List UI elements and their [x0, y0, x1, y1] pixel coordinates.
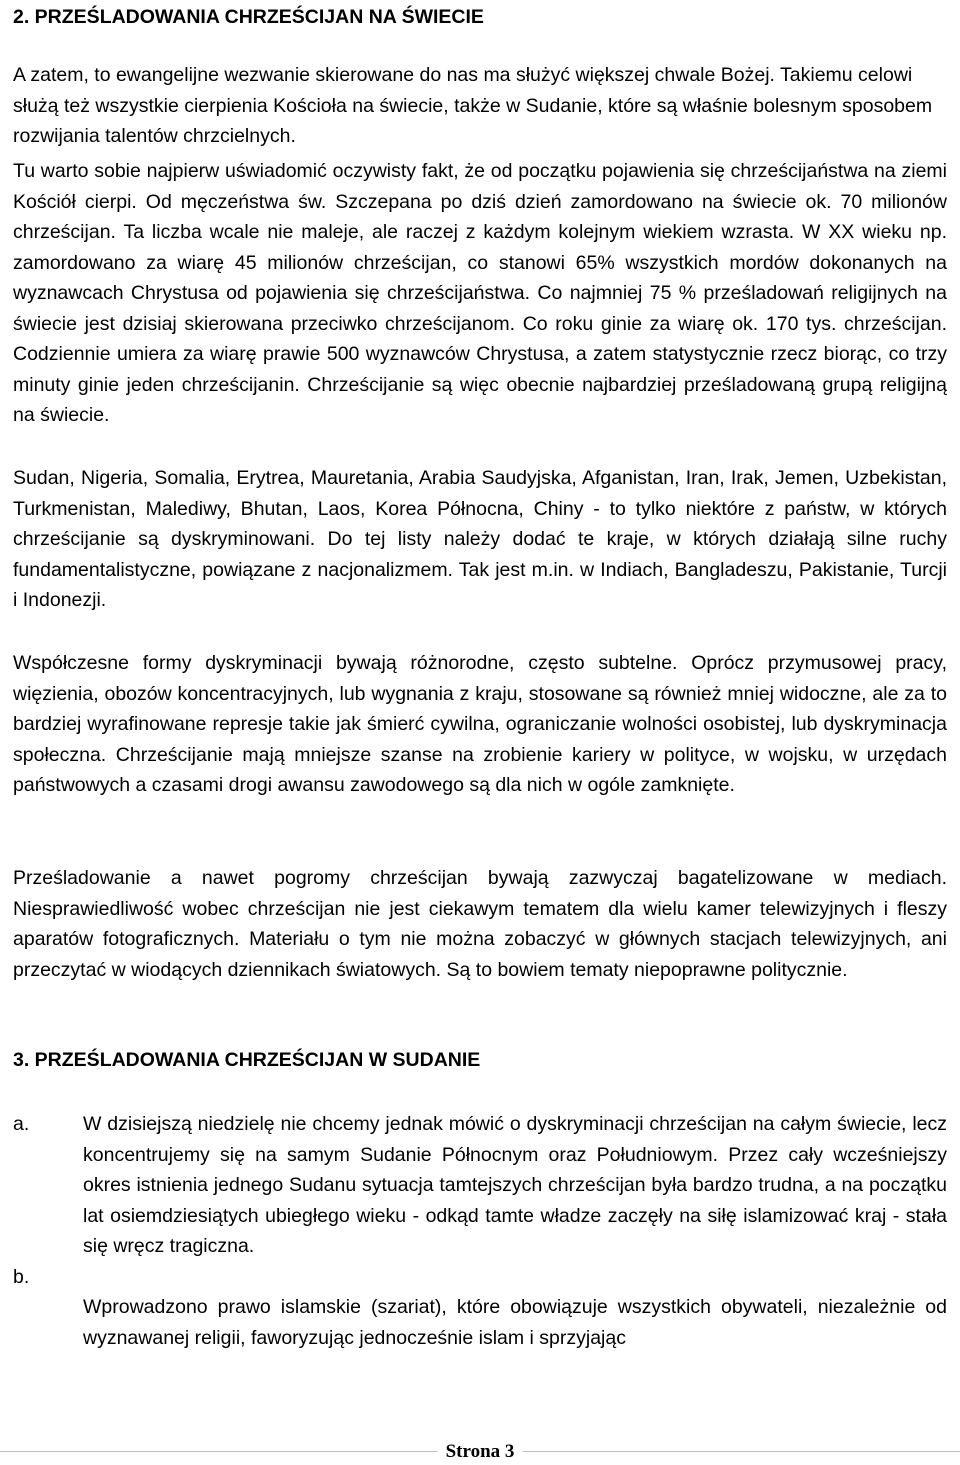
- paragraph: A zatem, to ewangelijne wezwanie skierowane do nas ma służyć większej chwale Bożej. Takiemu celowi służą też wszystkie cierpienia Kościoła na świecie, także w Sudanie, które są właśnie bolesnym sposobem rozwijania talentów chrzcielnych.: [13, 64, 933, 147]
- paragraph: Sudan, Nigeria, Somalia, Erytrea, Mauretania, Arabia Saudyjska, Afganistan, Iran, Irak, Jemen, Uzbekistan, Turkmenistan, Malediwy, Bhutan, Laos, Korea Północna, Chiny - to tylko niektóre z państw, w których chrześcijanie są dyskryminowani. Do tej listy należy dodać te kraje, w których działają silne ruchy fundamentalistyczne, powiązane z nacjonalizmem. Tak jest m.in. w Indiach, Bangladeszu, Pakistanie, Turcji i Indonezji.: [13, 467, 947, 611]
- page-footer: [0, 1440, 960, 1465]
- list-marker: a.: [13, 1113, 30, 1135]
- list-item: [13, 1109, 947, 1262]
- list-marker: b.: [13, 1265, 30, 1288]
- section-heading: 2. PRZEŚLADOWANIA CHRZEŚCIJAN NA ŚWIECIE: [13, 6, 484, 28]
- paragraph: Tu warto sobie najpierw uświadomić oczywisty fakt, że od początku pojawienia się chrześcijaństwa na ziemi Kościół cierpi. Od męczeństwa św. Szczepana po dziś dzień zamordowano na świecie ok. 70 milionów chrześcijan. Ta liczba wcale nie maleje, ale raczej z każdym kolejnym wiekiem wzrasta. W XX wieku np. zamordowano za wiarę 45 milionów chrześcijan, co stanowi 65% wszystkich mordów dokonanych na wyznawcach Chrystusa od pojawienia się chrześcijaństwa. Co najmniej 75 % prześladowań religijnych na świecie jest dzisiaj skierowana przeciwko chrześcijanom. Co roku ginie za wiarę ok. 170 tys. chrześcijan. Codziennie umiera za wiarę prawie 500 wyznawców Chrystusa, a zatem statystycznie rzecz biorąc, co trzy minuty ginie jeden chrześcijanin. Chrześcijanie są więc obecnie najbardziej prześladowaną grupą religijną na świecie.: [13, 160, 947, 426]
- list-item: [13, 1262, 947, 1354]
- ordered-list: [13, 1109, 947, 1353]
- page-number: Strona 3: [438, 1440, 523, 1464]
- paragraph: Prześladowanie a nawet pogromy chrześcijan bywają zazwyczaj bagatelizowane w mediach. Niesprawiedliwość wobec chrześcijan nie jest ciekawym tematem dla wielu kamer telewizyjnych i fleszy aparatów fotograficznych. Materiału o tym nie można zobaczyć w głównych stacjach telewizyjnych, ani przeczytać w wiodących dziennikach światowych. Są to bowiem tematy niepoprawne politycznie.: [13, 867, 947, 981]
- section-heading: 3. PRZEŚLADOWANIA CHRZEŚCIJAN W SUDANIE: [13, 1049, 481, 1071]
- list-item-text: Wprowadzono prawo islamskie (szariat), które obowiązuje wszystkich obywateli, niezależnie od wyznawanej religii, faworyzując jednocześnie islam i sprzyjając: [83, 1296, 947, 1349]
- list-item-text: W dzisiejszą niedzielę nie chcemy jednak mówić o dyskryminacji chrześcijan na całym świecie, lecz koncentrujemy się na samym Sudanie Północnym oraz Południowym. Przez cały wcześniejszy okres istnienia jednego Sudanu sytuacja tamtejszych chrześcijan była bardzo trudna, a na początku lat osiemdziesiątych ubiegłego wieku - odkąd tamte władze zaczęły na siłę islamizować kraj - stała się wręcz tragiczna.: [83, 1113, 947, 1257]
- paragraph: Współczesne formy dyskryminacji bywają różnorodne, często subtelne. Oprócz przymusowej pracy, więzienia, obozów koncentracyjnych, lub wygnania z kraju, stosowane są również mniej widoczne, ale za to bardziej wyrafinowane represje takie jak śmierć cywilna, ograniczanie wolności osobistej, lub dyskryminacja społeczna. Chrześcijanie mają mniejsze szanse na zrobienie kariery w polityce, w wojsku, w urzędach państwowych a czasami drogi awansu zawodowego są dla nich w ogóle zamknięte.: [13, 652, 947, 796]
